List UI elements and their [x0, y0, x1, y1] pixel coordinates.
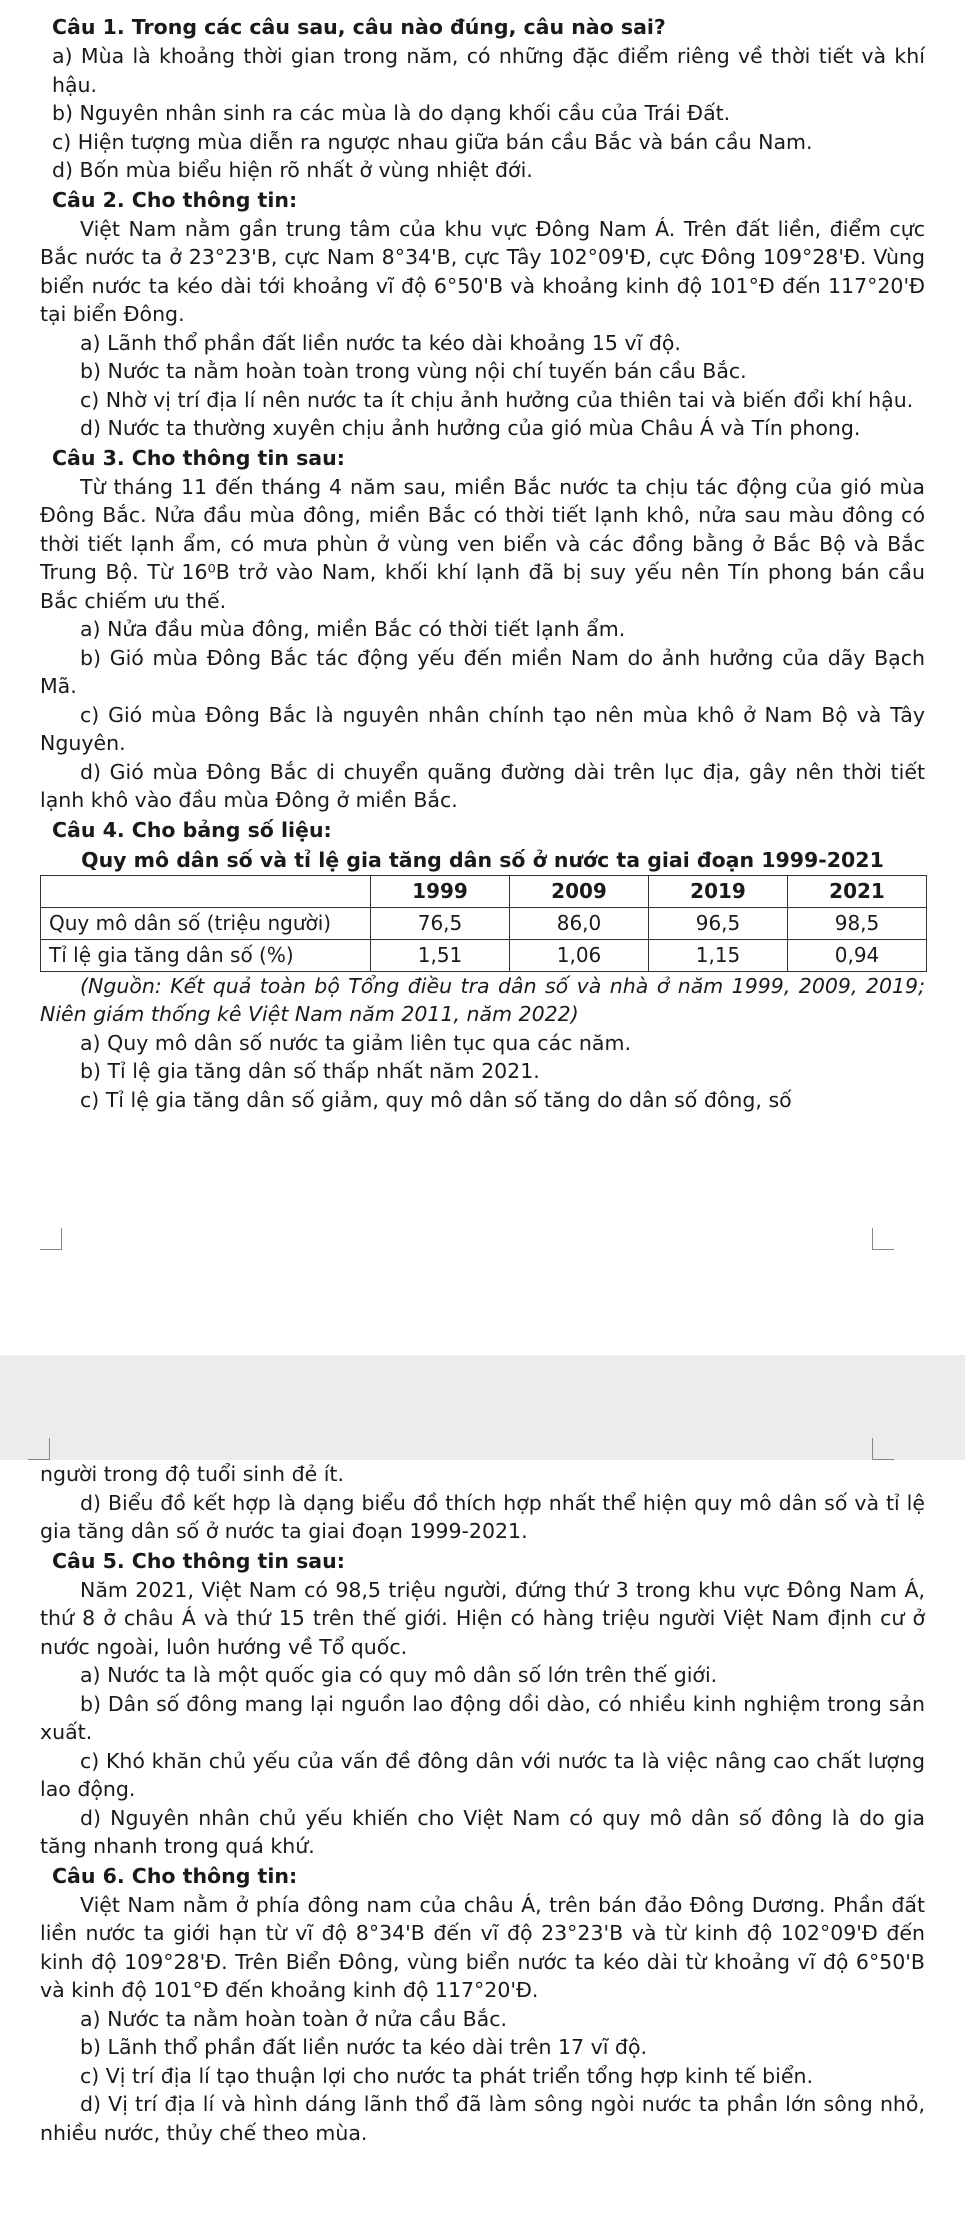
question-5-option-a: a) Nước ta là một quốc gia có quy mô dân số lớn trên thế giới. [80, 1663, 718, 1687]
question-5-title: Câu 5. Cho thông tin sau: [52, 1548, 345, 1573]
question-5-option-d: d) Nguyên nhân chủ yếu khiến cho Việt Nam có quy mô dân số đông là do gia tăng nhanh trong quá khứ. [40, 1805, 925, 1858]
table-cell: 0,94 [788, 939, 927, 971]
question-1-option-b: b) Nguyên nhân sinh ra các mùa là do dạng khối cầu của Trái Đất. [52, 101, 731, 125]
question-2-title: Câu 2. Cho thông tin: [52, 187, 298, 212]
table-cell: 1,06 [510, 939, 649, 971]
table-header-blank [41, 875, 371, 907]
page-bottom [0, 1460, 965, 2219]
question-4-title: Câu 4. Cho bảng số liệu: [52, 817, 332, 842]
table-header-year: 2021 [788, 875, 927, 907]
question-2-option-a: a) Lãnh thổ phần đất liền nước ta kéo dài khoảng 15 vĩ độ. [80, 330, 681, 355]
question-3-option-a: a) Nửa đầu mùa đông, miền Bắc có thời tiết lạnh ẩm. [80, 617, 626, 641]
question-5-info: Năm 2021, Việt Nam có 98,5 triệu người, đứng thứ 3 trong khu vực Đông Nam Á, thứ 8 ở châu Á và thứ 15 trên thế giới. Hiện có hàng triệu người Việt Nam định cư ở nước ngoài, luôn hướng về Tổ quốc. [40, 1577, 925, 1659]
table-cell: 98,5 [788, 907, 927, 939]
table-caption: Quy mô dân số và tỉ lệ gia tăng dân số ở nước ta giai đoạn 1999-2021 [81, 847, 884, 872]
question-4-option-c-part2: người trong độ tuổi sinh đẻ ít. [40, 1462, 344, 1486]
question-5-option-c: c) Khó khăn chủ yếu của vấn đề đông dân với nước ta là việc nâng cao chất lượng lao động. [40, 1748, 925, 1801]
question-4 [40, 815, 925, 1115]
question-3 [40, 443, 925, 815]
question-4-continued [40, 1460, 925, 1546]
table-cell: 76,5 [371, 907, 510, 939]
question-5-option-b: b) Dân số đông mang lại nguồn lao động dồi dào, có nhiều kinh nghiệm trong sản xuất. [40, 1691, 925, 1744]
question-4-option-d: d) Biểu đồ kết hợp là dạng biểu đồ thích hợp nhất thể hiện quy mô dân số và tỉ lệ gia tăng dân số ở nước ta giai đoạn 1999-2021. [40, 1490, 925, 1543]
question-1-option-d: d) Bốn mùa biểu hiện rõ nhất ở vùng nhiệt đới. [52, 158, 533, 182]
question-1-title: Câu 1. Trong các câu sau, câu nào đúng, câu nào sai? [52, 15, 666, 39]
table-header-row [41, 875, 927, 907]
question-2-option-b: b) Nước ta nằm hoàn toàn trong vùng nội chí tuyến bán cầu Bắc. [80, 359, 747, 383]
crop-mark [40, 1228, 62, 1250]
table-cell: 96,5 [649, 907, 788, 939]
question-1 [40, 12, 925, 185]
question-6-option-d: d) Vị trí địa lí và hình dáng lãnh thổ đã làm sông ngòi nước ta phần lớn sông nhỏ, nhiều nước, thủy chế theo mùa. [40, 2092, 925, 2145]
question-4-option-c-part1: c) Tỉ lệ gia tăng dân số giảm, quy mô dân số tăng do dân số đông, số [80, 1087, 792, 1112]
question-2-option-d: d) Nước ta thường xuyên chịu ảnh hưởng của gió mùa Châu Á và Tín phong. [80, 416, 861, 440]
table-row [41, 939, 927, 971]
question-2-option-c: c) Nhờ vị trí địa lí nên nước ta ít chịu ảnh hưởng của thiên tai và biến đổi khí hậu. [80, 387, 914, 412]
table-cell: 1,51 [371, 939, 510, 971]
question-1-option-c: c) Hiện tượng mùa diễn ra ngược nhau giữa bán cầu Bắc và bán cầu Nam. [52, 129, 813, 154]
question-5 [40, 1546, 925, 1861]
question-2-info: Việt Nam nằm gần trung tâm của khu vực Đông Nam Á. Trên đất liền, điểm cực Bắc nước ta ở 23°23'B, cực Nam 8°34'B, cực Tây 102°09'Đ, cực Đông 109°28'Đ. Vùng biển nước ta kéo dài tới khoảng vĩ độ 6°50'B và khoảng kinh độ 101°Đ đến 117°20'Đ tại biển Đông. [40, 216, 925, 326]
crop-mark [872, 1228, 894, 1250]
question-6-option-b: b) Lãnh thổ phần đất liền nước ta kéo dài trên 17 vĩ độ. [80, 2035, 648, 2059]
question-4-option-b: b) Tỉ lệ gia tăng dân số thấp nhất năm 2021. [80, 1059, 540, 1083]
table-header-year: 2019 [649, 875, 788, 907]
question-6-title: Câu 6. Cho thông tin: [52, 1863, 298, 1888]
question-3-option-d: d) Gió mùa Đông Bắc di chuyển quãng đường dài trên lục địa, gây nên thời tiết lạnh khô vào đầu mùa Đông ở miền Bắc. [40, 759, 925, 812]
question-3-option-b: b) Gió mùa Đông Bắc tác động yếu đến miền Nam do ảnh hưởng của dãy Bạch Mã. [40, 645, 925, 698]
question-1-option-a: a) Mùa là khoảng thời gian trong năm, có những đặc điểm riêng về thời tiết và khí hậu. [52, 44, 925, 97]
table-source: (Nguồn: Kết quả toàn bộ Tổng điều tra dân số và nhà ở năm 1999, 2009, 2019; Niên giám thống kê Việt Nam năm 2011, năm 2022) [40, 973, 925, 1026]
table-row-label: Tỉ lệ gia tăng dân số (%) [41, 939, 371, 971]
table-row [41, 907, 927, 939]
question-6-option-c: c) Vị trí địa lí tạo thuận lợi cho nước ta phát triển tổng hợp kinh tế biển. [80, 2063, 813, 2088]
page-gap [0, 1355, 965, 1460]
population-table [40, 875, 927, 972]
question-6-info: Việt Nam nằm ở phía đông nam của châu Á, trên bán đảo Đông Dương. Phần đất liền nước ta giới hạn từ vĩ độ 8°34'B đến vĩ độ 23°23'B và từ kinh độ 102°09'Đ đến kinh độ 109°28'Đ. Trên Biển Đông, vùng biển nước ta kéo dài từ khoảng vĩ độ 6°50'B và kinh độ 101°Đ đến khoảng kinh độ 117°20'Đ. [40, 1892, 925, 2002]
question-3-option-c: c) Gió mùa Đông Bắc là nguyên nhân chính tạo nên mùa khô ở Nam Bộ và Tây Nguyên. [40, 702, 925, 755]
table-cell: 1,15 [649, 939, 788, 971]
table-row-label: Quy mô dân số (triệu người) [41, 907, 371, 939]
question-6-option-a: a) Nước ta nằm hoàn toàn ở nửa cầu Bắc. [80, 2006, 508, 2031]
crop-mark [28, 1438, 50, 1460]
question-4-option-a: a) Quy mô dân số nước ta giảm liên tục qua các năm. [80, 1030, 631, 1055]
table-cell: 86,0 [510, 907, 649, 939]
question-2 [40, 185, 925, 443]
question-3-title: Câu 3. Cho thông tin sau: [52, 445, 345, 470]
table-header-year: 2009 [510, 875, 649, 907]
question-3-info: Từ tháng 11 đến tháng 4 năm sau, miền Bắc nước ta chịu tác động của gió mùa Đông Bắc. Nửa đầu mùa đông, miền Bắc có thời tiết lạnh khô, nửa sau màu đông có thời tiết lạnh ẩm, có mưa phùn ở vùng ven biển và các đồng bằng ở Bắc Bộ và Bắc Trung Bộ. Từ 16⁰B trở vào Nam, khối khí lạnh đã bị suy yếu nên Tín phong bán cầu Bắc chiếm ưu thế. [40, 474, 925, 613]
crop-mark [872, 1438, 894, 1460]
question-6 [40, 1861, 925, 2148]
table-header-year: 1999 [371, 875, 510, 907]
